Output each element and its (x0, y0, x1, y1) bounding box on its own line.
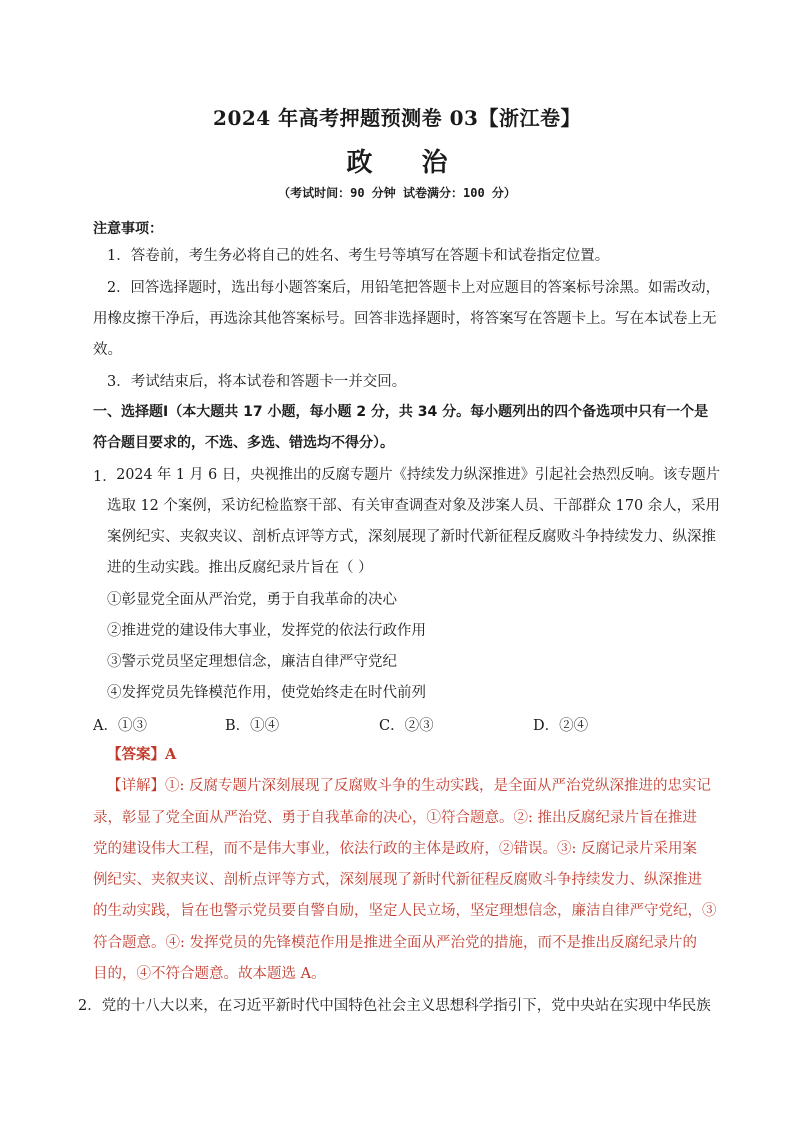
exam-info: （考试时间：90 分钟 试卷满分：100 分） (278, 186, 516, 200)
question-1-options (93, 714, 713, 734)
question-1-statement-4: ④发挥党员先锋模范作用，使党始终走在时代前列 (107, 685, 426, 701)
section-heading-line-1: 一、选择题Ⅰ（本大题共 17 小题，每小题 2 分，共 34 分。每小题列出的四个备选项中只有一个是 (93, 404, 709, 420)
question-1-stem-line-2: 选取 12 个案例，采访纪检监察干部、有关审查调查对象及涉案人员、干部群众 170 余人，采用 (107, 498, 720, 514)
question-1-explanation-line-2: 录，彰显了党全面从严治党、勇于自我革命的决心，①符合题意。②: 推出反腐纪录片旨在推进 (93, 810, 697, 826)
question-1-explanation-line-6: 符合题意。④: 发挥党员的先锋模范作用是推进全面从严治党的措施，而不是推出反腐纪录片的 (93, 935, 697, 951)
question-2-stem-line-1 (78, 996, 711, 1016)
question-2-number: 2． (78, 998, 102, 1014)
question-1-explanation-line-1: 【详解】①: 反腐专题片深刻展现了反腐败斗争的生动实践，是全面从严治党纵深推进的忠实记 (107, 778, 711, 794)
notice-heading: 注意事项： (93, 221, 163, 237)
question-1-stem-line-1 (93, 465, 720, 485)
question-1-stem-line-3: 案例纪实、夹叙夹议、剖析点评等方式，深刻展现了新时代新征程反腐败斗争持续发力、纵深推 (107, 529, 716, 545)
question-1-explanation-line-7: 目的，④不符合题意。故本题选 A。 (93, 966, 326, 982)
notice-item-1: 1．答卷前，考生务必将自己的姓名、考生号等填写在答题卡和试卷指定位置。 (107, 248, 610, 264)
question-1-number: 1． (93, 469, 117, 485)
exam-subject: 政 治 (346, 148, 468, 178)
question-1-statement-1: ①彰显党全面从严治党，勇于自我革命的决心 (107, 592, 397, 608)
question-1-option-b: B．①④ (225, 718, 280, 734)
notice-item-3: 3．考试结束后，将本试卷和答题卡一并交回。 (107, 374, 407, 390)
section-heading-line-2: 符合题目要求的，不选、多选、错选均不得分）。 (93, 435, 394, 451)
notice-item-2-line-1: 2．回答选择题时，选出每小题答案后，用铅笔把答题卡上对应题目的答案标号涂黑。如需改动， (107, 280, 720, 296)
question-1-statement-2: ②推进党的建设伟大事业，发挥党的依法行政作用 (107, 623, 426, 639)
question-1-explanation-line-4: 例纪实、夹叙夹议、剖析点评等方式，深刻展现了新时代新征程反腐败斗争持续发力、纵深推进 (93, 872, 702, 888)
question-1-option-c: C．②③ (379, 718, 434, 734)
question-1-stem-text-1: 2024 年 1 月 6 日，央视推出的反腐专题片《持续发力纵深推进》引起社会热烈反响。该专题片 (116, 467, 721, 483)
question-1-answer: 【答案】A (107, 746, 177, 763)
question-1-option-d: D．②④ (533, 718, 589, 734)
notice-item-2-line-2: 用橡皮擦干净后，再选涂其他答案标号。回答非选择题时，将答案写在答题卡上。写在本试卷上无 (93, 311, 717, 327)
question-1-explanation-line-3: 党的建设伟大工程，而不是伟大事业，依法行政的主体是政府，②错误。③: 反腐记录片采用案 (93, 841, 697, 857)
question-1-option-a: A．①③ (93, 718, 147, 734)
question-1-stem-line-4: 进的生动实践。推出反腐纪录片旨在（ ） (107, 560, 373, 576)
question-1-statement-3: ③警示党员坚定理想信念，廉洁自律严守党纪 (107, 654, 397, 670)
question-2-stem-text-1: 党的十八大以来，在习近平新时代中国特色社会主义思想科学指引下，党中央站在实现中华民族 (101, 998, 711, 1014)
question-1-explanation-line-5: 的生动实践，旨在也警示党员要自警自励，坚定人民立场，坚定理想信念，廉洁自律严守党纪，③ (93, 903, 717, 919)
exam-title: 2024 年高考押题预测卷 03【浙江卷】 (213, 106, 581, 130)
notice-item-2-line-3: 效。 (93, 342, 122, 358)
